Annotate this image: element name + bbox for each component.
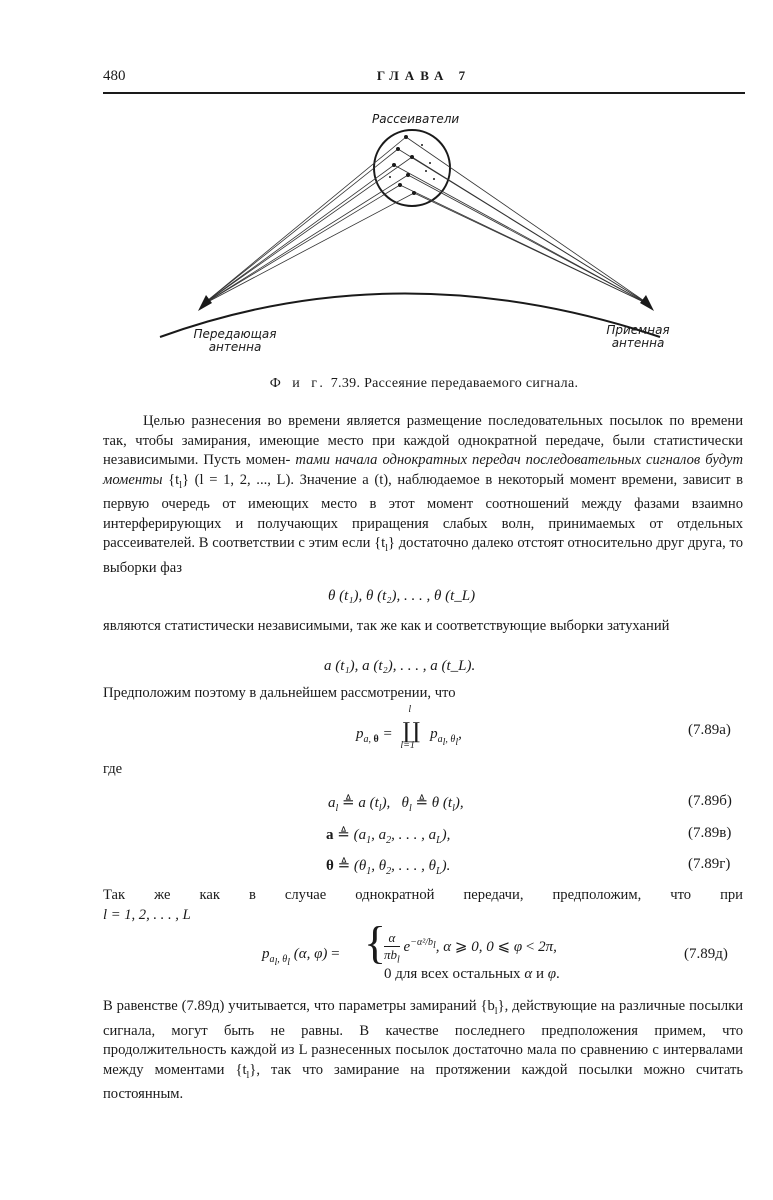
equation-789a-number: (7.89а)	[688, 722, 731, 738]
page-number: 480	[103, 68, 126, 84]
equation-theta-samples: θ (t₁), θ (t₂), . . . , θ (t_L)	[328, 588, 476, 604]
paragraph-single-transmission: Так же как в случае однократной передачи, предположим, что при l = 1, 2, . . . , L	[103, 887, 743, 923]
paragraph-fading-params: В равенстве (7.89д) учитывается, что параметры замираний $\{b_l\}$, действующие на различные посылки сигнала, могут быть не равны. В качестве последнего предположения примем, что продолжительность каждой из L разнесенных посылок достаточно мала по сравнению с интервалами между моментами $\{t_l\}$, так что замирание на протяжении каждой посылки можно считать постоянным.	[103, 998, 743, 1103]
receive-antenna-label: Приемная антенна	[606, 323, 670, 350]
paragraph-independence: являются статистически независимыми, так же как и соответствующие выборки затуханий	[103, 618, 670, 634]
scatterers-label: Рассеиватели	[372, 112, 460, 126]
rx-rays	[394, 137, 650, 305]
equation-789b: $a_l$ ≜ a $(t_l)$, $\theta_l$ ≜ θ $(t_l)$,	[328, 795, 464, 814]
chapter-title: ГЛАВА 7	[376, 68, 472, 83]
paragraph-intro: Целью разнесения во времени является размещение последовательных посылок по времени так, чтобы замирания, имеющие место при каждой однократной передаче, были статистически независимыми. Пусть момен- тами начала однократных передач последовательных сигналов будут моменты $\{t_l\} (l = 1$, 2, ..., L). Значение a (t), наблюдаемое в некоторый момент времени, зависит в первую очередь от имеющих место в этот момент соотношений между фазами взаимно интерферирующих и получающих приращения слабых волн, принимаемых от отдельных рассеивателей. В соответствии с этим если $\{t_l\}$ достаточно далеко отстоят относительно друг друга, то выборки фаз	[103, 413, 743, 576]
equation-789a: $p_{a, \theta}$ = l ∐ l=1 $p_{a_l, \theta_l}$,	[356, 704, 462, 751]
receive-antenna-icon	[640, 295, 654, 311]
tx-rays	[202, 137, 414, 305]
equation-789d-number: (7.89д)	[684, 946, 728, 962]
equation-789d: $p_{a_l, \theta_l}$ (α, φ) = { α $\pi b_l$ $e^{-\alpha^2/b_l}$, α ⩾ 0, 0 ⩽ φ < 2π, 0 для всех остальных α и φ.	[262, 917, 560, 982]
figure-caption: Ф и г. 7.39. Рассеяние передаваемого сигнала.	[269, 376, 579, 391]
equation-amplitude-samples: a (t₁), a (t₂), . . . , a (t_L).	[324, 658, 476, 674]
paragraph-assume: Предположим поэтому в дальнейшем рассмотрении, что	[103, 685, 456, 701]
equation-789b-number: (7.89б)	[688, 793, 732, 809]
equation-789v-number: (7.89в)	[688, 825, 732, 841]
equation-789g: θ ≜ ($\theta_1$, $\theta_2$, . . . , $\theta_L$).	[326, 858, 451, 877]
scattering-figure	[150, 105, 670, 365]
paragraph-where: где	[103, 761, 123, 777]
transmit-antenna-label: Передающая антенна	[193, 327, 277, 354]
transmit-antenna-icon	[198, 295, 212, 311]
equation-789v: a ≜ ($a_1$, $a_2$, . . . , $a_L$),	[326, 827, 451, 846]
equation-789g-number: (7.89г)	[688, 856, 731, 872]
page-header	[103, 64, 745, 94]
